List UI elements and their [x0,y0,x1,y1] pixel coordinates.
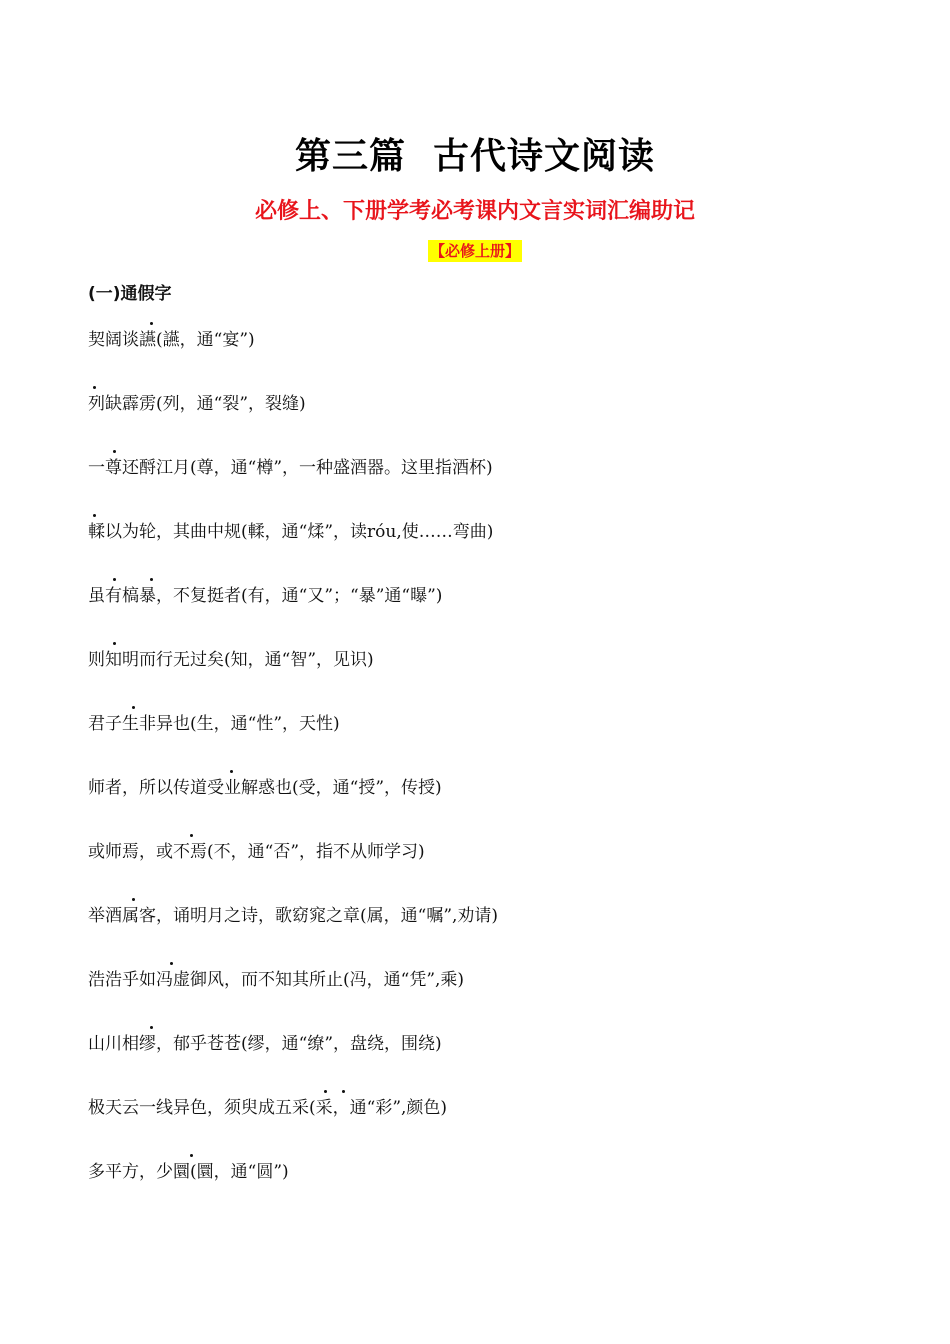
emphasis-dot [113,578,116,581]
emphasis-dot [132,898,135,901]
emphasis-dot [150,322,153,325]
emphasis-dot [150,578,153,581]
entry-line: 则知明而行无过矣(知，通“智”，见识) [88,650,374,670]
entry-line: 契阔谈讌(讌，通“宴”) [88,330,255,350]
entry-line: 或师焉，或不焉(不，通“否”，指不从师学习) [88,842,425,862]
volume-badge-container [0,240,950,262]
entry-line: 浩浩乎如冯虚御风，而不知其所止(冯，通“凭”,乘) [88,970,465,990]
entry-line: 輮以为轮，其曲中规(輮，通“煣”，读róu,使……弯曲) [88,522,494,542]
entry-line: 山川相缪，郁乎苍苍(缪，通“缭”，盘绕，围绕) [88,1034,442,1054]
section-heading: (一)通假字 [88,284,172,304]
entry-line: 列缺霹雳(列，通“裂”，裂缝) [88,394,306,414]
entry-line: 虽有槁暴，不复挺者(有，通“又”；“暴”通“曝”) [88,586,443,606]
entry-line: 举酒属客，诵明月之诗，歌窈窕之章(属，通“嘱”,劝请) [88,906,499,926]
entry-line: 一尊还酹江月(尊，通“樽”，一种盛酒器。这里指酒杯) [88,458,493,478]
entry-line: 师者，所以传道受业解惑也(受，通“授”，传授) [88,778,442,798]
emphasis-dot [113,450,116,453]
page-title: 第三篇 古代诗文阅读 [294,136,656,177]
emphasis-dot [190,1154,193,1157]
emphasis-dot [93,386,96,389]
entry-line: 君子生非异也(生，通“性”，天性) [88,714,340,734]
emphasis-dot [150,1026,153,1029]
page-subtitle: 必修上、下册学考必考课内文言实词汇编助记 [254,199,695,224]
entry-line: 极天云一线异色，须臾成五采(采，通“彩”,颜色) [88,1098,448,1118]
emphasis-dot [132,706,135,709]
emphasis-dot [230,770,233,773]
emphasis-dot [113,642,116,645]
emphasis-dot [190,834,193,837]
emphasis-dot [170,962,173,965]
volume-badge: 【必修上册】 [429,242,520,260]
entry-line: 多平方，少圜(圜，通“圆”) [88,1162,289,1182]
emphasis-dot [342,1090,345,1093]
emphasis-dot [93,514,96,517]
emphasis-dot [324,1090,327,1093]
